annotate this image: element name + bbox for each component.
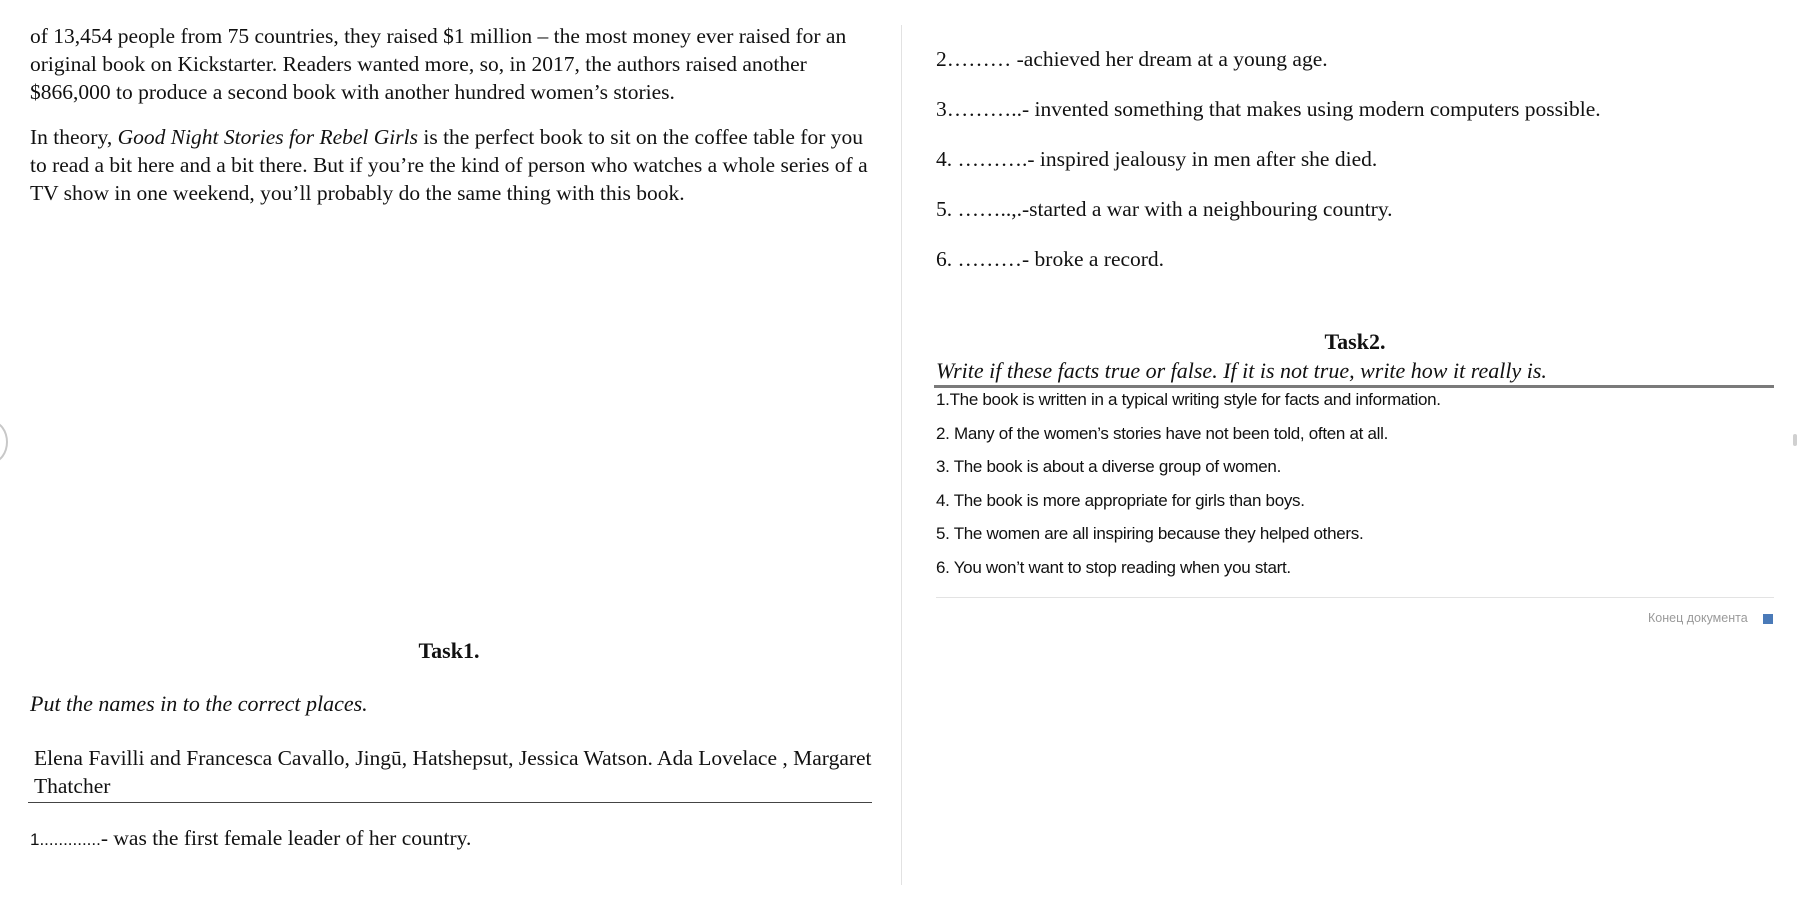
left-page-body — [30, 22, 870, 207]
task1-instruction: Put the names in to the correct places. — [30, 691, 368, 716]
paragraph-in-theory-rest: is the perfect book to sit on the coffee table for you to read a bit here and a bit there. But if you’re the kind of person who watches a whole series of a TV show in one weekend, you’ll probably do the same thing with this book. — [30, 125, 868, 205]
task2-statement-1: 1.The book is written in a typical writing style for facts and information. — [936, 390, 1441, 409]
task1-question-1-number: 1............. — [30, 830, 101, 849]
book-title-italic: Good Night Stories for Rebel Girls — [117, 125, 418, 149]
task2-statement-2: 2. Many of the women’s stories have not been told, often at all. — [936, 423, 1389, 443]
task1-title: Task1. — [418, 638, 480, 663]
task1-question-4: 4. ……….- inspired jealousy in men after she died. — [936, 147, 1378, 171]
task2-statement-3: 3. The book is about a diverse group of women. — [936, 457, 1281, 477]
task1-question-1-text: - was the first female leader of her country. — [100, 826, 472, 850]
task2-title: Task2. — [1324, 329, 1386, 354]
paragraph-in-theory-start: In theory, — [30, 125, 118, 149]
end-of-document-label: Конец документа — [1648, 611, 1748, 625]
task2-statements — [936, 389, 1441, 591]
task2-instruction: Write if these facts true or false. If it is not true, write how it really is. — [934, 357, 1774, 388]
end-of-document-rule — [936, 597, 1774, 598]
task1-question-6: 6. ………- broke a record. — [936, 247, 1165, 271]
task1-question-1 — [30, 826, 471, 851]
task1-question-2: 2……… -achieved her dream at a young age. — [936, 47, 1328, 71]
task2-statement-5: 5. The women are all inspiring because they helped others. — [936, 524, 1364, 544]
task2-statement-6: 6. You won’t want to stop reading when you start. — [936, 557, 1291, 577]
scroll-indicator[interactable] — [0, 421, 8, 463]
right-edge-handle[interactable] — [1793, 434, 1797, 446]
task1-question-3: 3………..- invented something that makes using modern computers possible. — [936, 97, 1601, 121]
paragraph-in-theory — [30, 123, 870, 207]
task1-questions-continued — [936, 45, 1774, 295]
end-of-document-marker — [1763, 614, 1773, 624]
task2-statement-4: 4. The book is more appropriate for girls than boys. — [936, 490, 1305, 510]
task1-question-5: 5. ……..,.-started a war with a neighbouring country. — [936, 197, 1393, 221]
paragraph-kickstarter: of 13,454 people from 75 countries, they raised $1 million – the most money ever raised for an original book on Kickstarter. Readers wanted more, so, in 2017, the authors raised another $866,000 to produce a second book with another hundred women’s stories. — [30, 24, 847, 104]
page-divider — [901, 25, 902, 885]
names-list: Elena Favilli and Francesca Cavallo, Jingū, Hatshepsut, Jessica Watson. Ada Lovelace , Margaret Thatcher — [28, 744, 872, 803]
